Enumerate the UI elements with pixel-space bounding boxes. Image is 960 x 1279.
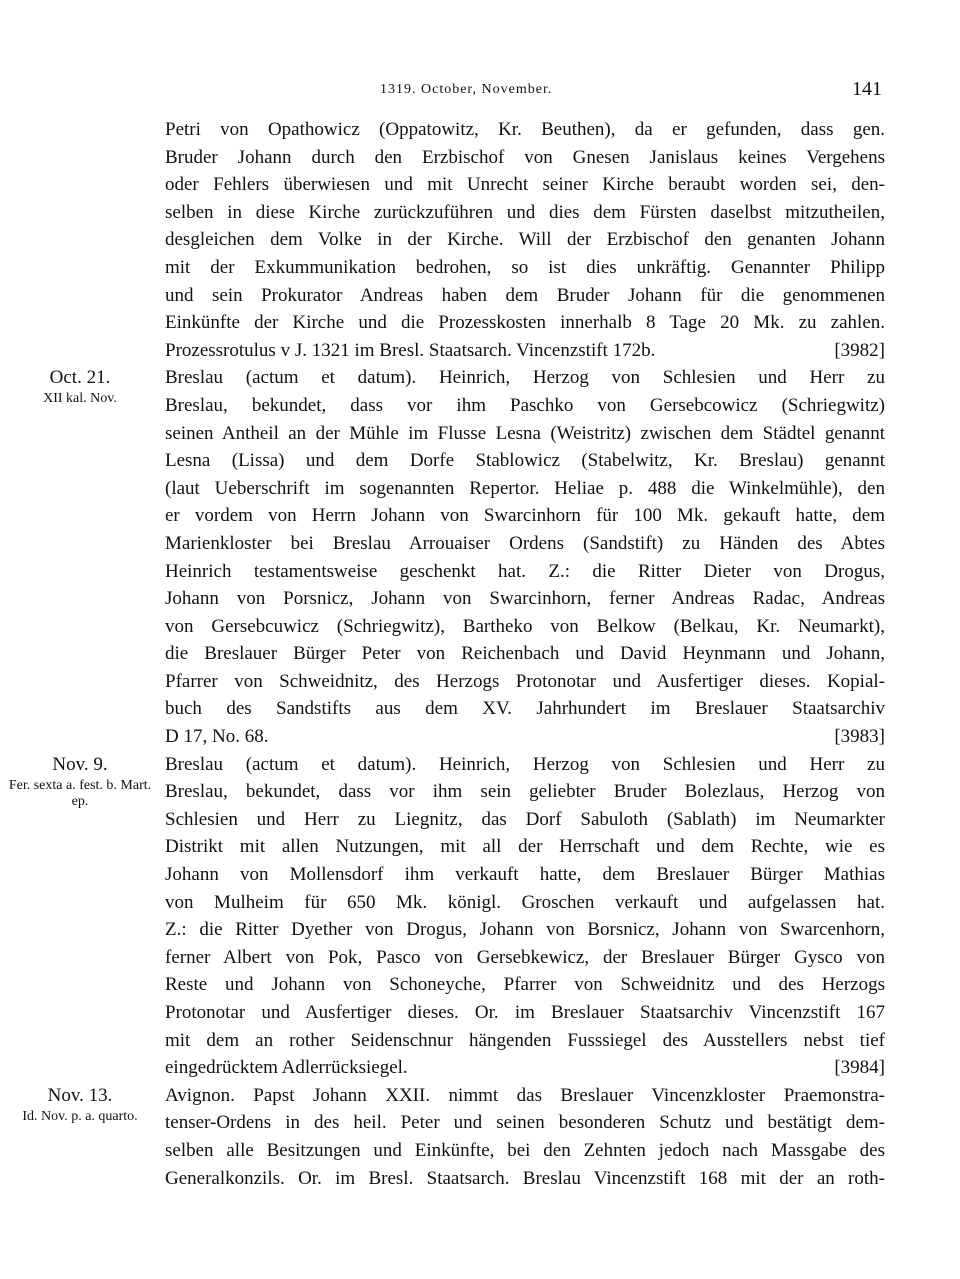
text-line: Schlesien und Herr zu Liegnitz, das Dorf Sabuloth (Sablath) im Neumarkter [165, 808, 885, 830]
body-text [8, 116, 885, 1192]
running-title: 1319. October, November. [380, 82, 553, 97]
text-line: selben alle Besitzungen und Einkünfte, bei den Zehnten jedoch nach Massgabe des [165, 1139, 885, 1161]
text-line: und sein Prokurator Andreas haben dem Bruder Johann für die genommenen [165, 284, 885, 306]
entry-3983 [43, 364, 885, 750]
margin-sub: Id. Nov. p. a. quarto. [22, 1108, 138, 1124]
text-line: Bruder Johann durch den Erzbischof von Gnesen Janislaus keines Vergehens [165, 146, 885, 168]
text-line: Prozessrotulus v J. 1321 im Bresl. Staatsarch. Vincenzstift 172b. [165, 339, 656, 361]
text-line: er vordem von Herrn Johann von Swarcinhorn für 100 Mk. gekauft hatte, dem [165, 505, 885, 527]
text-line: (laut Ueberschrift im sogenannten Repertor. Heliae p. 488 die Winkelmühle), den [165, 477, 885, 499]
text-line: desgleichen dem Volke in der Kirche. Will der Erzbischof den genanten Johann [165, 229, 885, 251]
text-line: D 17, No. 68. [165, 726, 269, 748]
running-head [0, 78, 960, 106]
text-line: Johann von Porsnicz, Johann von Swarcinhorn, ferner Andreas Radac, Andreas [165, 588, 885, 610]
text-line: ferner Albert von Pok, Pasco von Gersebkewicz, der Breslauer Bürger Gysco von [165, 946, 885, 968]
text-line: von Gersebcuwicz (Schriegwitz), Bartheko von Belkow (Belkau, Kr. Neumarkt), [165, 615, 885, 637]
text-line: die Breslauer Bürger Peter von Reichenbach und David Heynmann und Johann, [165, 643, 885, 665]
text-line: oder Fehlers überwiesen und mit Unrecht seiner Kirche beraubt worden sei, den- [165, 174, 885, 196]
margin-sub: XII kal. Nov. [43, 391, 117, 407]
text-line-with-ref [165, 1054, 885, 1082]
entry-3984 [8, 751, 885, 1082]
text-line: buch des Sandstifts aus dem XV. Jahrhundert im Breslauer Staatsarchiv [165, 698, 885, 720]
entry-3982 [165, 116, 885, 364]
text-line: Generalkonzils. Or. im Bresl. Staatsarch. Breslau Vincenzstift 168 mit der an roth- [165, 1167, 885, 1189]
text-line: Breslau (actum et datum). Heinrich, Herzog von Schlesien und Herr zu [165, 367, 885, 389]
text-line: Distrikt mit allen Nutzungen, mit all der Herrschaft und dem Rechte, wie es [165, 836, 885, 858]
entry-reference-number: [3982] [834, 339, 885, 361]
text-line: Marienkloster bei Breslau Arrouaiser Ordens (Sandstift) zu Händen des Abtes [165, 532, 885, 554]
margin-date: Nov. 9. [52, 753, 108, 775]
margin-date: Oct. 21. [49, 367, 111, 389]
text-line-with-ref [165, 337, 885, 365]
text-line: Johann von Mollensdorf ihm verkauft hatte, dem Breslauer Bürger Mathias [165, 864, 885, 886]
page-number: 141 [852, 78, 882, 100]
text-line: Protonotar und Ausfertiger dieses. Or. im Breslauer Staatsarchiv Vincenzstift 167 [165, 1002, 885, 1023]
text-line: Reste und Johann von Schoneyche, Pfarrer von Schweidnitz und des Herzogs [165, 974, 885, 996]
margin-date: Nov. 13. [47, 1084, 113, 1106]
text-line: selben in diese Kirche zurückzuführen und dies dem Fürsten daselbst mitzutheilen, [165, 201, 885, 223]
text-line: von Mulheim für 650 Mk. königl. Groschen verkauft und aufgelassen hat. [165, 891, 885, 913]
text-line: Einkünfte der Kirche und die Prozesskosten innerhalb 8 Tage 20 Mk. zu zahlen. [165, 312, 885, 334]
text-line: eingedrücktem Adlerrücksiegel. [165, 1057, 408, 1079]
margin-note [0, 751, 160, 810]
text-line: mit dem an rother Seidenschnur hängenden Fusssiegel des Ausstellers nebst tief [165, 1029, 885, 1051]
text-line-with-ref [165, 723, 885, 751]
margin-sub: Fer. sexta a. fest. b. Mart. ep. [8, 777, 152, 809]
text-line: Breslau, bekundet, dass vor ihm Paschko von Gersebcowicz (Schriegwitz) [165, 394, 885, 416]
entry-avignon [22, 1082, 885, 1192]
entry-reference-number: [3984] [834, 1057, 885, 1079]
text-line: tenser-Ordens in des heil. Peter und seinen besonderen Schutz und bestätigt dem- [165, 1112, 885, 1134]
text-line: Z.: die Ritter Dyether von Drogus, Johann von Borsnicz, Johann von Swarcenhorn, [165, 919, 885, 941]
text-line: Petri von Opathowicz (Oppatowitz, Kr. Beuthen), da er gefunden, dass gen. [165, 119, 885, 140]
entry-reference-number: [3983] [834, 726, 885, 748]
text-line: Heinrich testamentsweise geschenkt hat. Z.: die Ritter Dieter von Drogus, [165, 560, 885, 582]
text-line: seinen Antheil an der Mühle im Flusse Lesna (Weistritz) zwischen dem Städtel genannt [165, 422, 885, 444]
text-line: Lesna (Lissa) und dem Dorfe Stablowicz (Stabelwitz, Kr. Breslau) genannt [165, 450, 885, 472]
text-line: mit der Exkummunikation bedrohen, so ist dies unkräftig. Genannter Philipp [165, 256, 885, 278]
text-line: Breslau (actum et datum). Heinrich, Herzog von Schlesien und Herr zu [165, 753, 885, 775]
margin-note [0, 1082, 160, 1125]
text-line: Avignon. Papst Johann XXII. nimmt das Breslauer Vincenzkloster Praemonstra- [165, 1084, 885, 1106]
text-line: Breslau, bekundet, dass vor ihm sein geliebter Bruder Bolezlaus, Herzog von [165, 781, 885, 803]
margin-note [0, 364, 160, 407]
text-line: Pfarrer von Schweidnitz, des Herzogs Protonotar und Ausfertiger dieses. Kopial- [165, 670, 885, 692]
